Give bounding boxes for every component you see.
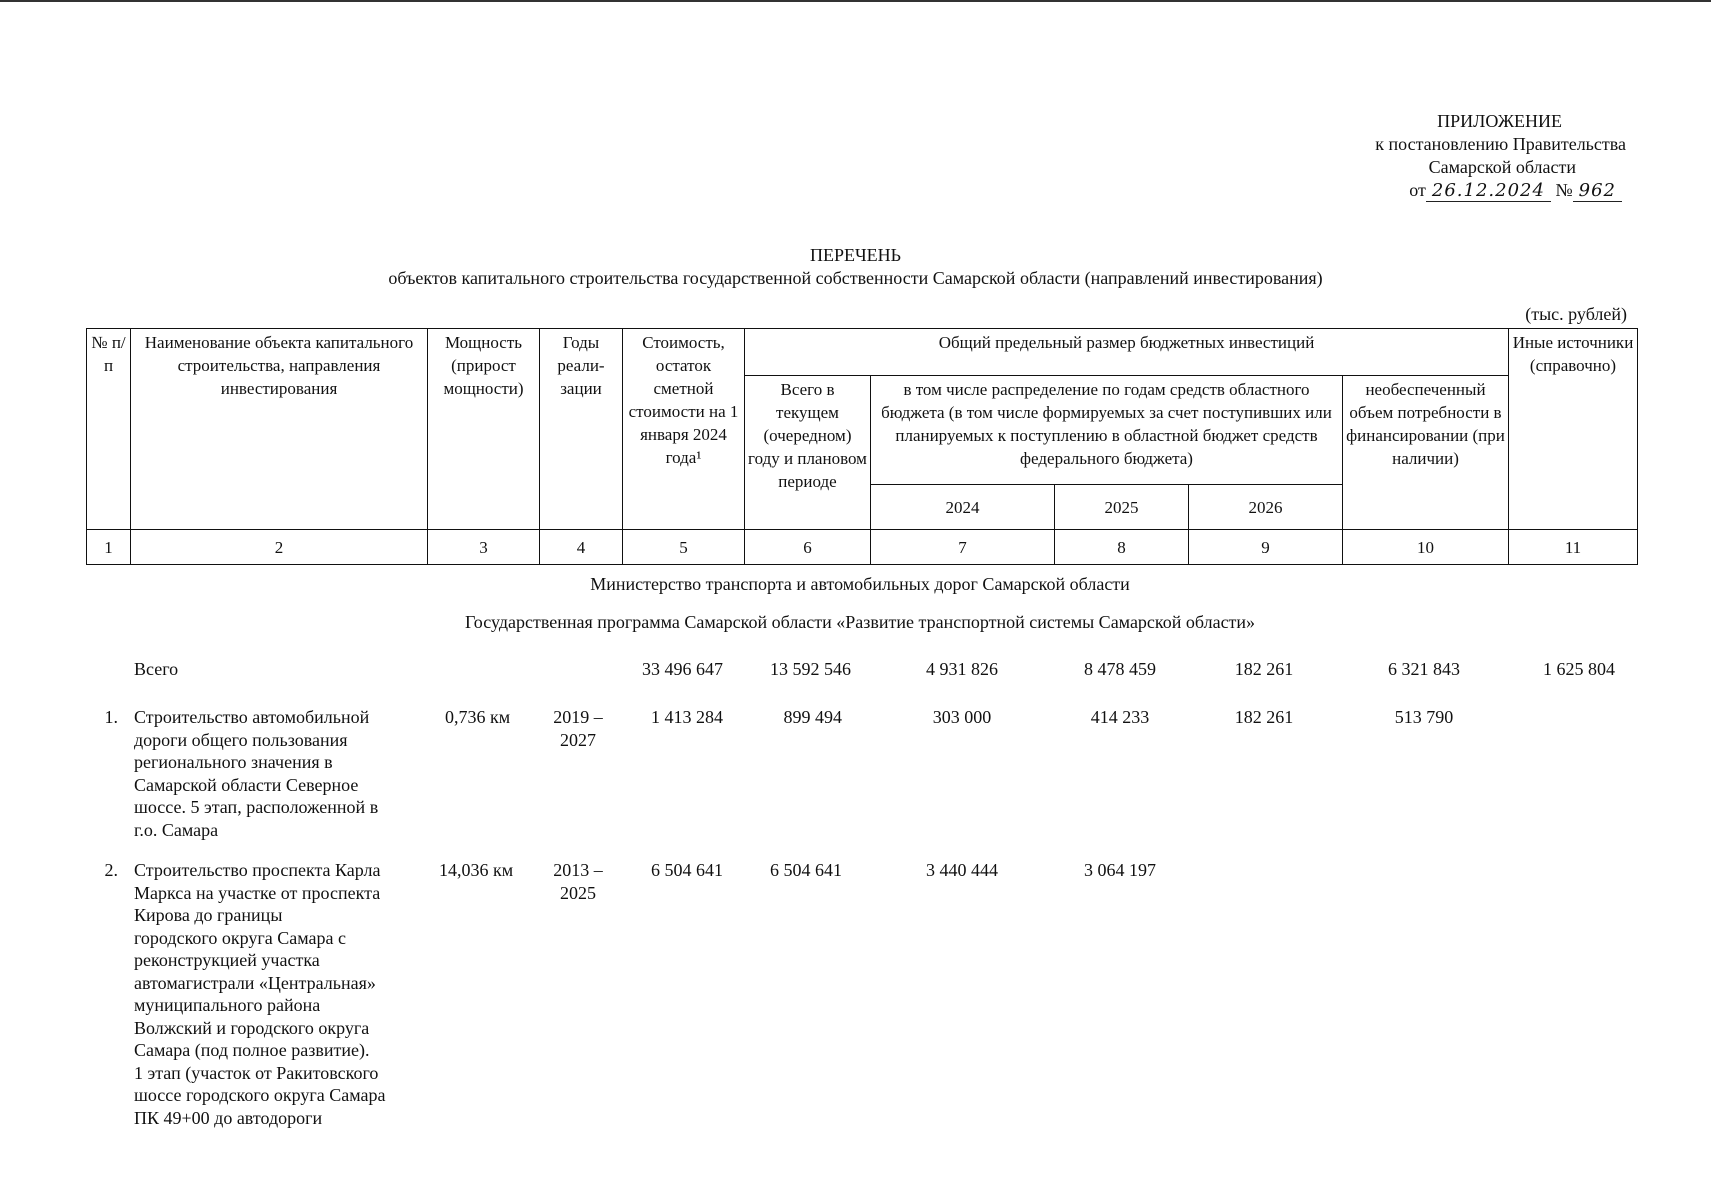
col-number-3: 3	[428, 530, 540, 565]
row-2-name-line: 1 этап (участок от Ракитовского	[134, 1062, 379, 1083]
header-year-2025: 2025	[1055, 485, 1189, 530]
date-prefix: от	[1409, 180, 1426, 200]
row-1-total: 899 494	[783, 707, 842, 727]
total-cost: 33 496 647	[642, 659, 723, 679]
row-1-2025: 414 233	[1090, 707, 1150, 727]
header-col-capacity: Мощность (прирост мощности)	[428, 329, 540, 530]
header-col-cost: Стоимость, остаток сметной стоимости на 1 января 2024 года¹	[623, 329, 745, 530]
row-1-number: 1.	[104, 707, 118, 727]
row-1-name-line: Самарской области Северное	[134, 774, 359, 795]
col-number-9: 9	[1189, 530, 1343, 565]
header-col-unsecured: необеспеченный объем потребности в финансировании (при наличии)	[1343, 376, 1509, 530]
row-2-2025: 3 064 197	[1084, 860, 1156, 880]
row-2-2024: 3 440 444	[926, 860, 998, 880]
header-col-no: № п/п	[87, 329, 131, 530]
appendix-heading: ПРИЛОЖЕНИЕ	[1437, 111, 1562, 131]
row-1-unsecured: 513 790	[1394, 707, 1454, 727]
document-title: ПЕРЕЧЕНЬ	[809, 245, 902, 265]
program-heading: Государственная программа Самарской области «Развитие транспортной системы Самарской области»	[464, 612, 1256, 632]
total-sum: 13 592 546	[770, 659, 851, 679]
header-col-name: Наименование объекта капитального строительства, направления инвестирования	[131, 329, 428, 530]
row-1-name-line: дороги общего пользования	[134, 729, 348, 750]
col-number-10: 10	[1343, 530, 1509, 565]
number-prefix: №	[1555, 180, 1573, 200]
row-2-name-line: Волжский и городского округа	[134, 1017, 370, 1038]
row-1-name	[134, 706, 434, 841]
row-1-years-start: 2019 –	[553, 707, 603, 727]
header-year-2024: 2024	[871, 485, 1055, 530]
appendix-date-line	[1246, 179, 1626, 202]
header-col-years: Годы реали-зации	[540, 329, 623, 530]
header-year-2026: 2026	[1189, 485, 1343, 530]
col-number-1: 1	[87, 530, 131, 565]
total-other: 1 625 804	[1543, 659, 1615, 679]
row-1-name-line: г.о. Самара	[134, 819, 219, 840]
row-2-name-line: реконструкцией участка	[134, 950, 320, 970]
row-2-name-line: городского округа Самара с	[134, 927, 346, 948]
appendix-line-3: Самарской области	[1428, 157, 1576, 177]
row-2-name-line: шоссе городского округа Самара	[134, 1085, 386, 1105]
header-group-investments: Общий предельный размер бюджетных инвестиций	[745, 329, 1509, 376]
row-2-total: 6 504 641	[770, 860, 842, 880]
header-subgroup-years: в том числе распределение по годам средств областного бюджета (в том числе формируемых за счет поступивших или планируемых к поступлению в областной бюджет средств федерального бюджета)	[871, 376, 1343, 485]
total-label: Всего	[134, 659, 179, 679]
row-2-name-line: ПК 49+00 до автодороги	[134, 1107, 323, 1128]
total-2024: 4 931 826	[926, 659, 998, 679]
col-number-5: 5	[623, 530, 745, 565]
row-2-name-line: муниципального района	[134, 995, 321, 1015]
col-number-8: 8	[1055, 530, 1189, 565]
col-number-4: 4	[540, 530, 623, 565]
row-1-2026: 182 261	[1234, 707, 1294, 727]
document-subtitle: объектов капитального строительства государственной собственности Самарской области (направлений инвестирования)	[388, 268, 1323, 288]
row-2-capacity: 14,036 км	[439, 860, 514, 880]
appendix-line-2: к постановлению Правительства	[1375, 134, 1626, 154]
total-2026: 182 261	[1234, 659, 1294, 679]
row-1-name-line: шоссе. 5 этап, расположенной в	[134, 797, 379, 817]
row-2-name-line: Кирова до границы	[134, 905, 283, 925]
units-label: (тыс. рублей)	[1525, 304, 1627, 324]
row-2-name-line: Самара (под полное развитие).	[134, 1040, 370, 1060]
row-2-name	[134, 859, 434, 1129]
col-number-7: 7	[871, 530, 1055, 565]
header-table	[86, 328, 1638, 565]
row-2-number: 2.	[104, 860, 118, 880]
ministry-heading: Министерство транспорта и автомобильных дорог Самарской области	[590, 574, 1130, 594]
appendix-block	[1246, 110, 1626, 202]
row-1-name-line: регионального значения в	[134, 752, 333, 772]
row-2-name-line: Строительство проспекта Карла	[134, 860, 381, 880]
row-2-name-line: автомагистрали «Центральная»	[134, 972, 376, 993]
row-2-years-end: 2025	[560, 882, 596, 903]
row-1-years-end: 2027	[560, 729, 596, 750]
header-col-other: Иные источники (справочно)	[1509, 329, 1638, 530]
row-1-cost: 1 413 284	[651, 707, 723, 727]
handwritten-number: 962	[1573, 180, 1622, 202]
row-2-years-start: 2013 –	[553, 860, 603, 880]
header-col-total: Всего в текущем (очередном) году и плановом периоде	[745, 376, 871, 530]
row-1-capacity: 0,736 км	[445, 707, 511, 727]
scan-top-border	[0, 0, 1711, 2]
handwritten-date: 26.12.2024	[1426, 180, 1551, 202]
row-2-name-line: Маркса на участке от проспекта	[134, 882, 381, 903]
row-1-2024: 303 000	[932, 707, 992, 727]
row-2-cost: 6 504 641	[651, 860, 723, 880]
col-number-6: 6	[745, 530, 871, 565]
total-2025: 8 478 459	[1084, 659, 1156, 679]
total-unsecured: 6 321 843	[1388, 659, 1460, 679]
row-1-name-line: Строительство автомобильной	[134, 707, 370, 727]
col-number-2: 2	[131, 530, 428, 565]
col-number-11: 11	[1509, 530, 1638, 565]
